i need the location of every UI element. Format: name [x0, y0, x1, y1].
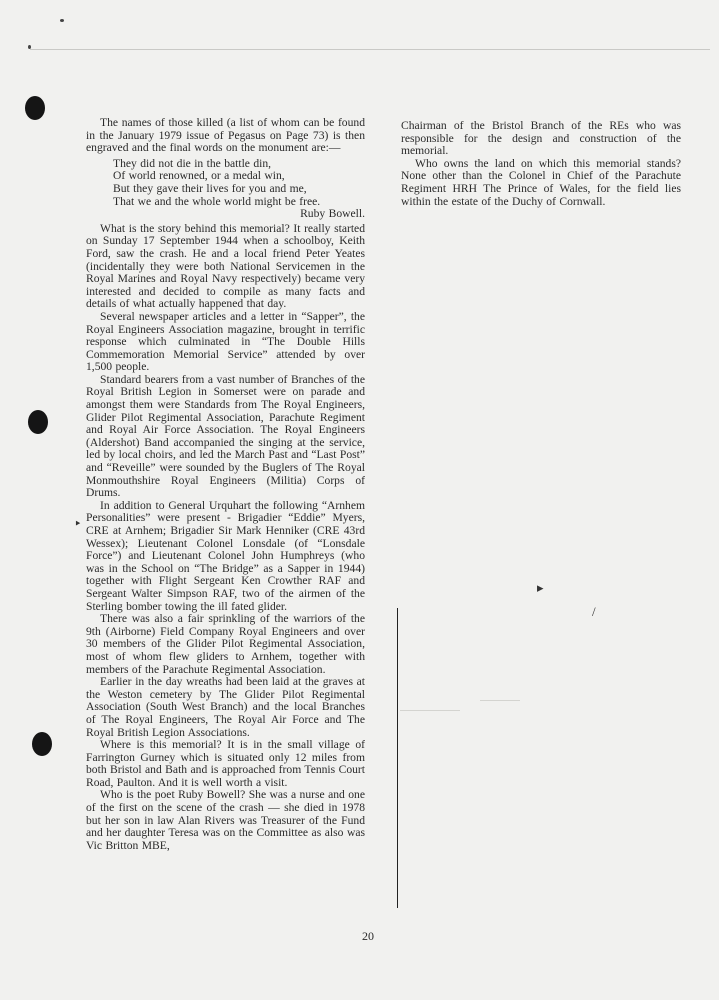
paragraph: There was also a fair sprinkling of the warriors of the 9th (Airborne) Field Company Royal Engineers and over 30 members of the Glider Pilot Regimental Association, most of whom flew gliders to Arnhem, together with members of the Parachute Regimental Association.: [86, 612, 365, 676]
scan-mark: ‣: [74, 516, 82, 531]
poem-line: But they gave their lives for you and me,: [113, 181, 307, 195]
scan-mark: ▸: [537, 580, 544, 595]
paragraph: In addition to General Urquhart the following “Arnhem Personalities” were present - Brigadier “Eddie” Myers, CRE at Arnhem; Brigadier Sir Mark Henniker (CRE 43rd Wessex); Lieutenant Colonel Lonsdale (of “Lonsdale Force”) and Lieutenant Colonel John Humphreys (who was in the School on “The Bridge” as a Sapper in 1944) together with Flight Sergeant Ken Crowther RAF and Sergeant Walter Simpson RAF, two of the airmen of the Sterling bomber towing the ill fated glider.: [86, 498, 365, 613]
paragraph: Where is this memorial? It is in the small village of Farrington Gurney which is situated only 12 miles from both Bristol and Bath and is approached from Tennis Court Road, Paulton. And it is well worth a visit.: [86, 738, 365, 789]
scan-artifact: [400, 710, 460, 711]
scan-artifact: [480, 700, 520, 701]
fold-line: [30, 49, 710, 50]
punch-hole: [25, 96, 45, 120]
poem-line: That we and the whole world might be free.: [113, 194, 321, 208]
page-number: 20: [362, 929, 374, 943]
poem-line: Of world renowned, or a medal win,: [113, 169, 285, 183]
margin-line: [397, 608, 398, 908]
left-column: [86, 117, 365, 852]
speck: [60, 19, 64, 22]
scan-mark: /: [592, 604, 596, 619]
poem-line: They did not die in the battle din,: [113, 156, 272, 170]
speck: [28, 45, 31, 49]
paragraph: Who owns the land on which this memorial stands? None other than the Colonel in Chief of the Parachute Regiment HRH The Prince of Wales, for the field lies within the estate of the Duchy of Cornwall.: [401, 156, 681, 208]
paragraph: The names of those killed (a list of whom can be found in the January 1979 issue of Pegasus on Page 73) is then engraved and the final words on the monument are:—: [86, 116, 365, 155]
paragraph: Who is the poet Ruby Bowell? She was a nurse and one of the first on the scene of the crash — she died in 1978 but her son in law Alan Rivers was Treasurer of the Fund and her daughter Teresa was on the Committee as also was Vic Britton MBE,: [86, 788, 365, 852]
punch-hole: [32, 732, 52, 756]
paragraph: Several newspaper articles and a letter in “Sapper”, the Royal Engineers Association magazine, brought in terrific response which culminated in “The Double Hills Commemoration Memorial Service” attended by over 1,500 people.: [86, 309, 365, 374]
right-column: [401, 120, 681, 208]
paragraph: Earlier in the day wreaths had been laid at the graves at the Weston cemetery by The Glider Pilot Regimental Association (South West Branch) and the local Branches of The Royal Engineers, The Royal Air Force and The Royal British Legion Associations.: [86, 675, 365, 739]
paragraph: What is the story behind this memorial? It really started on Sunday 17 September 1944 when a schoolboy, Keith Ford, saw the crash. He and a local friend Peter Yeates (incidentally they were both National Servicemen in the Royal Marines and Royal Navy respectively) became very interested and decided to compile as many facts and details of what actually happened that day.: [86, 221, 365, 311]
paragraph: Standard bearers from a vast number of Branches of the Royal British Legion in Somerset were on parade and amongst them were Standards from The Royal Engineers, Glider Pilot Regimental Association, Parachute Regiment and Royal Air Force Association. The Royal Engineers (Aldershot) Band accompanied the singing at the service, led by local choirs, and led the March Past and “Last Post” and “Reveille” were sounded by the Buglers of The Royal Monmouthshire Royal Engineers (Militia) Corps of Drums.: [86, 372, 365, 500]
poem: [86, 158, 365, 221]
poem-author: Ruby Bowell.: [300, 207, 365, 221]
punch-hole: [28, 410, 48, 434]
paragraph: Chairman of the Bristol Branch of the REs who was responsible for the design and construction of the memorial.: [401, 119, 681, 158]
